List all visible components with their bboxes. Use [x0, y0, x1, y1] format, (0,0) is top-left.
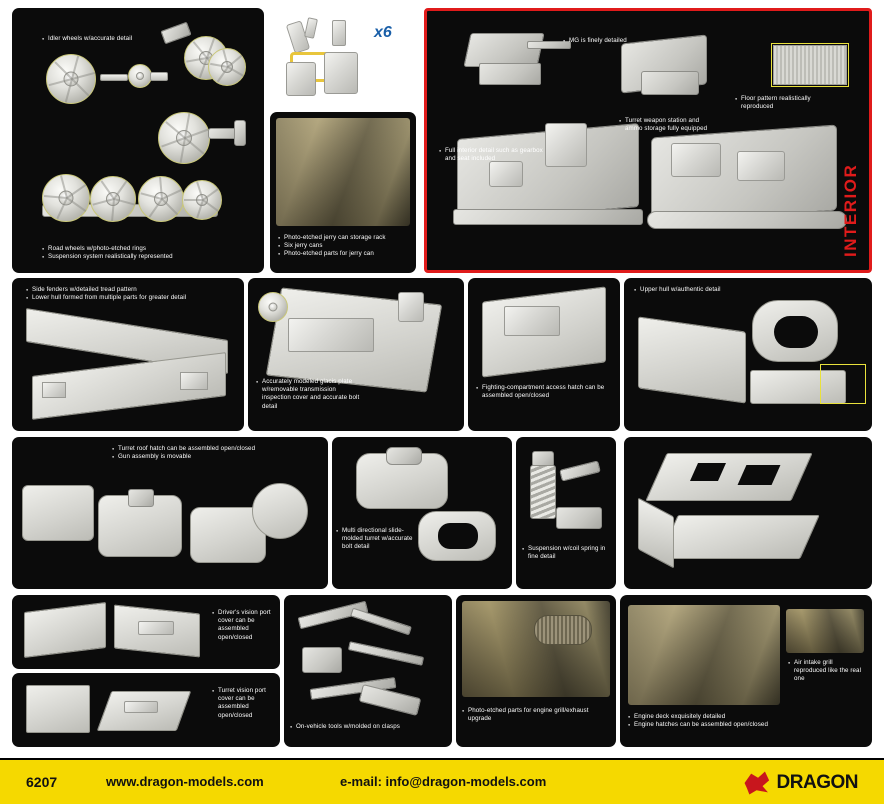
spring-arm-part: [559, 460, 601, 481]
panel-lower-hull: [12, 278, 244, 431]
mg-mount-part: [479, 63, 541, 85]
panel-hull-plates: [624, 437, 872, 589]
panel-fighting-compartment: [468, 278, 620, 431]
caption-fighting-compartment: ● Fighting-compartment access hatch can be assembled open/closed: [476, 384, 608, 400]
caption-turret-roof: ● Turret roof hatch can be assembled open/closed ● Gun assembly is movable: [112, 445, 302, 461]
upper-hull-part-left: [638, 316, 746, 403]
upper-hull-highlight: [820, 364, 866, 404]
panel-glacis: [248, 278, 464, 431]
caption-engine-grill: ● Photo-etched parts for engine grill/exhaust upgrade: [462, 707, 608, 723]
axle-part-2: [150, 72, 168, 81]
panel-interior: [424, 8, 872, 273]
turret-vision-cover: [124, 701, 158, 713]
panel-engine-grill: [456, 595, 616, 747]
caption-slide-molded-turret: ● Multi directional slide-molded turret w/accurate bolt detail: [336, 527, 416, 552]
caption-jerrycan: ● Photo-etched jerry can storage rack ● Six jerry cans ● Photo-etched parts for jerry can: [278, 234, 412, 259]
turret-vision-part-a: [26, 685, 90, 733]
glacis-detail-part: [398, 292, 424, 322]
panel-slide-molded-turret: [332, 437, 512, 589]
caption-tools: ● On-vehicle tools w/molded on clasps: [290, 723, 440, 731]
transmission-inspection-cover: [288, 318, 374, 352]
caption-road-wheels: ● Road wheels w/photo-etched rings ● Suspension system realistically represented: [42, 245, 252, 261]
panel-tools: [284, 595, 452, 747]
hull-floor-plate-part: [658, 515, 820, 559]
panel-turret-roof: [12, 437, 328, 589]
caption-lower-hull: ● Side fenders w/detailed tread pattern ● Lower hull formed from multiple parts for greater detail: [26, 286, 206, 302]
dragon-logo: [742, 768, 858, 798]
idler-wheel-part-2: [208, 48, 246, 86]
caption-coil-spring: ● Suspension w/coil spring in fine detail: [522, 545, 612, 561]
quantity-badge: x6: [374, 24, 392, 41]
spring-housing-part: [556, 507, 602, 529]
panel-wheels: [12, 8, 264, 273]
interior-gearbox-detail: [671, 143, 721, 177]
road-wheel-exploded: [46, 54, 96, 104]
ammo-storage-part: [641, 71, 699, 95]
road-wheel-1: [42, 174, 90, 222]
caption-air-intake: ● Air intake grill reproduced like the real one: [788, 659, 864, 684]
tool-part-3: [348, 641, 424, 666]
dragon-wordmark: DRAGON: [776, 772, 858, 793]
turret-shell-opening: [438, 523, 478, 549]
caption-idler-wheels: ● Idler wheels w/accurate detail: [42, 35, 222, 43]
jerrycan-spout-part: [304, 17, 318, 39]
panel-jerrycan-parts: [270, 8, 416, 108]
email-link[interactable]: e-mail: info@dragon-models.com: [340, 774, 547, 789]
axle-part: [100, 74, 128, 81]
gearbox-part: [545, 123, 587, 167]
caption-engine-deck: ● Engine deck exquisitely detailed ● Engine hatches can be assembled open/closed: [628, 713, 866, 729]
panel-coil-spring: [516, 437, 616, 589]
jerrycan-cap-part: [332, 20, 346, 46]
caption-floor-pattern: ● Floor pattern realistically reproduced: [735, 95, 821, 111]
engine-grill-photo: [462, 601, 610, 697]
caption-glacis: ● Accurately modeled glacis plate w/removable transmission inspection cover and accurate bolt detail: [256, 378, 364, 411]
interior-engine-detail: [737, 151, 785, 181]
track-run-part: [647, 211, 847, 229]
website-link[interactable]: www.dragon-models.com: [106, 774, 264, 789]
kit-number: 6207: [26, 774, 58, 790]
gun-mantlet-part: [128, 489, 154, 507]
hull-bracket-part: [180, 372, 208, 390]
drivers-vision-part-a: [24, 602, 106, 658]
caption-mg: ● MG is finely detailed: [563, 37, 723, 45]
turret-ring-opening: [774, 316, 818, 348]
hull-bolt-strip: [42, 382, 66, 398]
interior-banner: INTERIOR: [841, 163, 860, 257]
caption-drivers-vision: ● Driver's vision port cover can be assembled open/closed: [212, 609, 276, 642]
spare-wheel-part: [258, 292, 288, 322]
mg-assembly-part: [463, 33, 544, 67]
footer-bar: [0, 758, 884, 804]
tool-box-part: [302, 647, 342, 673]
access-hatch-part: [504, 306, 560, 336]
caption-turret-vision: ● Turret vision port cover can be assembled open/closed: [212, 687, 276, 720]
hull-roof-plate-part: [645, 453, 812, 501]
caption-full-interior: ● Full interior detail such as gearbox and seat included: [439, 147, 543, 163]
jerrycan-part-b: [324, 52, 358, 94]
engine-deck-photo: [628, 605, 780, 705]
dragon-mark-icon: [742, 770, 772, 796]
air-intake-photo: [786, 609, 864, 653]
road-wheel-with-arm: [158, 112, 210, 164]
jerrycan-part-a: [286, 62, 316, 96]
caption-turret-weapon-station: ● Turret weapon station and ammo storage fully equipped: [619, 117, 715, 133]
swing-arm-mount: [234, 120, 246, 146]
turret-cupola-part: [386, 447, 422, 465]
seat-part: [489, 161, 523, 187]
road-wheel-4: [182, 180, 222, 220]
panel-jerrycan-photo: [270, 112, 416, 273]
panel-engine-deck: [620, 595, 872, 747]
vision-port-cover: [138, 621, 174, 635]
turret-roof-hatch-part: [252, 483, 308, 539]
axle-cap-part: [128, 64, 152, 88]
panel-upper-hull: [624, 278, 872, 431]
lower-hull-floor: [453, 209, 643, 225]
exhaust-muffler-detail: [534, 615, 592, 645]
hull-side-plate-part: [638, 497, 674, 568]
road-wheel-2: [90, 176, 136, 222]
jerrycan-rack-photo: [276, 118, 410, 226]
turret-part-a: [22, 485, 94, 541]
road-wheel-3: [138, 176, 184, 222]
caption-upper-hull: ● Upper hull w/authentic detail: [634, 286, 784, 294]
panel-drivers-vision: [12, 595, 280, 669]
tool-part-2: [350, 608, 412, 636]
panel-turret-vision: [12, 673, 280, 747]
coil-spring-part: [530, 465, 556, 519]
floor-pattern-highlight: [771, 43, 849, 87]
